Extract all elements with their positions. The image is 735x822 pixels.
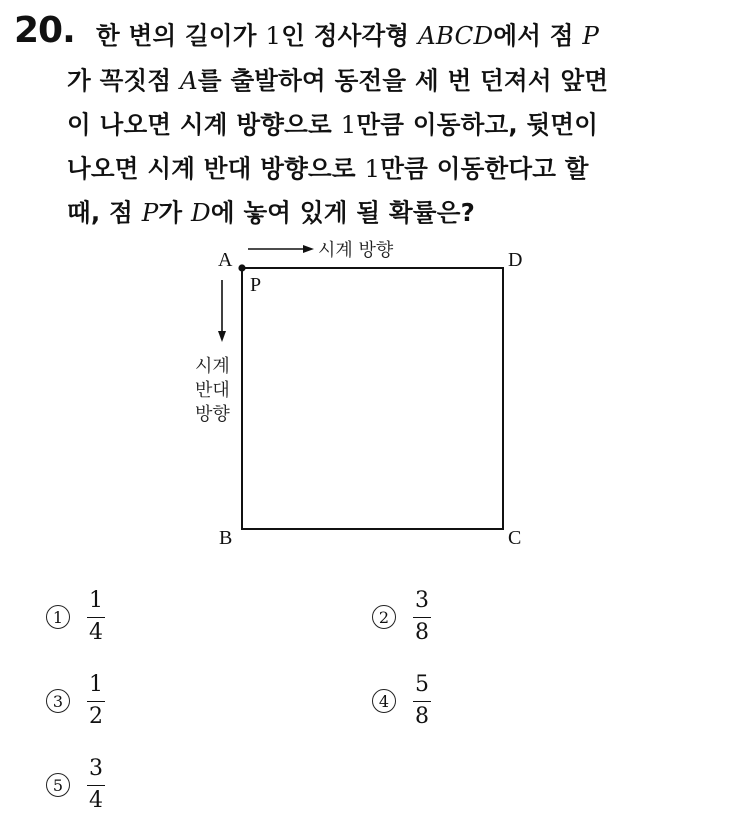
choice-3-denominator: 2 — [89, 704, 103, 730]
choice-3-fraction — [86, 672, 106, 730]
question-line-4: 나오면 시계 반대 방향으로 1만큼 이동한다고 할 — [67, 154, 589, 183]
choice-5-fraction — [86, 756, 106, 814]
choice-1-marker: 1 — [46, 605, 70, 629]
choice-4-marker: 4 — [372, 689, 396, 713]
choice-5-denominator: 4 — [89, 788, 103, 814]
choice-4-denominator: 8 — [415, 704, 429, 730]
fraction-bar — [413, 701, 431, 702]
choice-1-numerator: 1 — [89, 588, 103, 613]
clockwise-arrow-icon — [303, 245, 314, 253]
question-line-1: 한 변의 길이가 1인 정사각형 ABCD에서 점 P — [96, 21, 600, 50]
vertex-b-label: B — [219, 527, 233, 549]
choice-1-fraction — [86, 588, 106, 646]
square-abcd — [242, 268, 503, 529]
choice-4-fraction — [412, 672, 432, 730]
choice-2-denominator: 8 — [415, 620, 429, 646]
choice-3[interactable] — [46, 672, 106, 730]
choice-2-fraction — [412, 588, 432, 646]
choice-4[interactable] — [372, 672, 432, 730]
question-number: 20. — [14, 10, 75, 51]
choice-4-numerator: 5 — [415, 672, 429, 697]
choice-2-numerator: 3 — [415, 588, 429, 613]
choice-5[interactable] — [46, 756, 106, 814]
fraction-bar — [413, 617, 431, 618]
choice-1[interactable] — [46, 588, 106, 646]
counterclockwise-label-3: 방향 — [195, 404, 230, 425]
question-line-3: 이 나오면 시계 방향으로 1만큼 이동하고, 뒷면이 — [67, 110, 599, 139]
choice-3-marker: 3 — [46, 689, 70, 713]
point-p-label: P — [250, 274, 262, 296]
vertex-c-label: C — [508, 527, 522, 549]
vertex-a-label: A — [218, 249, 233, 271]
choice-5-marker: 5 — [46, 773, 70, 797]
vertex-d-label: D — [508, 249, 523, 271]
question-line-2: 가 꼭짓점 A를 출발하여 동전을 세 번 던져서 앞면 — [67, 66, 609, 95]
fraction-bar — [87, 785, 105, 786]
choice-2[interactable] — [372, 588, 432, 646]
clockwise-label: 시계 방향 — [318, 240, 394, 261]
counterclockwise-arrow-icon — [218, 331, 226, 342]
choice-3-numerator: 1 — [89, 672, 103, 697]
counterclockwise-label-1: 시계 — [195, 356, 230, 377]
fraction-bar — [87, 701, 105, 702]
choice-5-numerator: 3 — [89, 756, 103, 781]
fraction-bar — [87, 617, 105, 618]
point-p-dot — [238, 264, 245, 271]
choice-1-denominator: 4 — [89, 620, 103, 646]
choice-2-marker: 2 — [372, 605, 396, 629]
counterclockwise-label-2: 반대 — [195, 380, 230, 401]
question-line-5: 때, 점 P가 D에 놓여 있게 될 확률은? — [67, 198, 475, 227]
